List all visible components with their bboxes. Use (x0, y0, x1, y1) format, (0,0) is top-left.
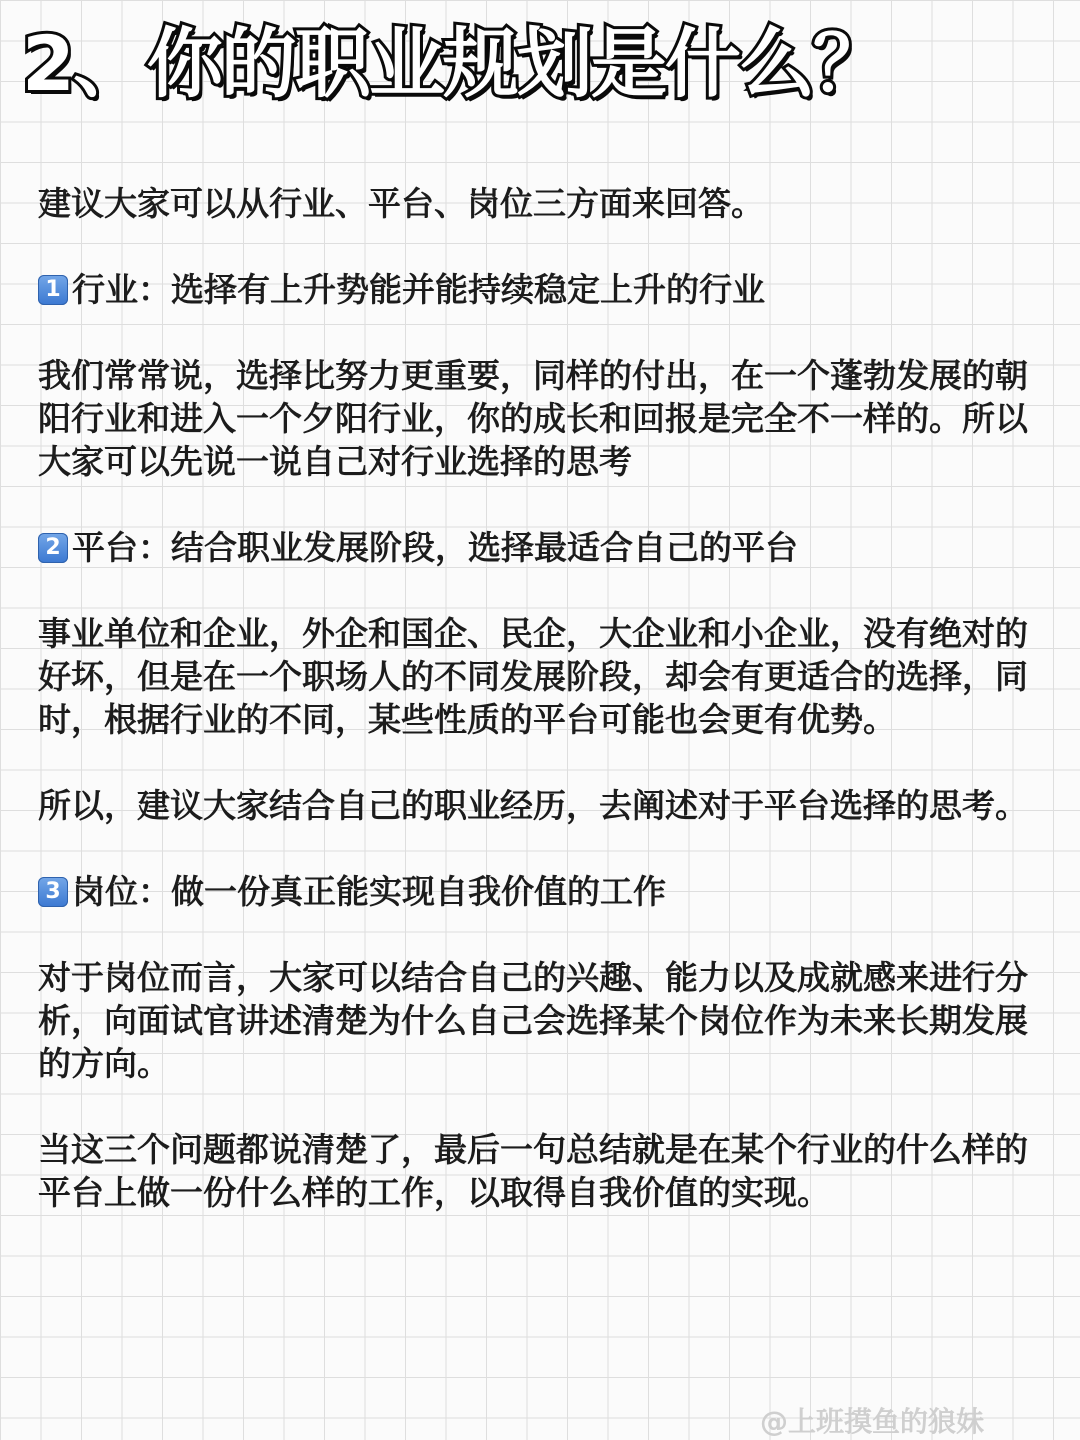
section-heading-position (38, 870, 1038, 913)
intro-paragraph: 建议大家可以从行业、平台、岗位三方面来回答。 (38, 184, 764, 223)
section-heading-industry (38, 268, 1038, 311)
keycap-two-icon: 2 (38, 533, 68, 563)
platform-paragraph-2: 所以，建议大家结合自己的职业经历，去阐述对于平台选择的思考。 (38, 786, 1028, 825)
section-heading-platform (38, 526, 1038, 569)
page-title: 2、你的职业规划是什么？ (22, 19, 887, 108)
industry-paragraph: 我们常常说，选择比努力更重要，同样的付出，在一个蓬勃发展的朝阳行业和进入一个夕阳行业，你的成长和回报是完全不一样的。所以大家可以先说一说自己对行业选择的思考 (38, 356, 1028, 481)
keycap-three-icon: 3 (38, 877, 68, 907)
conclusion-paragraph: 当这三个问题都说清楚了，最后一句总结就是在某个行业的什么样的平台上做一份什么样的工作，以取得自我价值的实现。 (38, 1130, 1028, 1212)
section-heading-label: 岗位：做一份真正能实现自我价值的工作 (72, 872, 666, 911)
section-heading-label: 平台：结合职业发展阶段，选择最适合自己的平台 (72, 528, 798, 567)
position-paragraph: 对于岗位而言，大家可以结合自己的兴趣、能力以及成就感来进行分析，向面试官讲述清楚为什么自己会选择某个岗位作为未来长期发展的方向。 (38, 958, 1028, 1083)
section-heading-label: 行业：选择有上升势能并能持续稳定上升的行业 (72, 270, 765, 309)
platform-paragraph-1: 事业单位和企业，外企和国企、民企，大企业和小企业，没有绝对的好坏，但是在一个职场人的不同发展阶段，却会有更适合的选择，同时，根据行业的不同，某些性质的平台可能也会更有优势。 (38, 614, 1028, 739)
author-watermark: @上班摸鱼的狼妹 (760, 1405, 985, 1438)
keycap-one-icon: 1 (38, 275, 68, 305)
article-body (38, 182, 1038, 1214)
